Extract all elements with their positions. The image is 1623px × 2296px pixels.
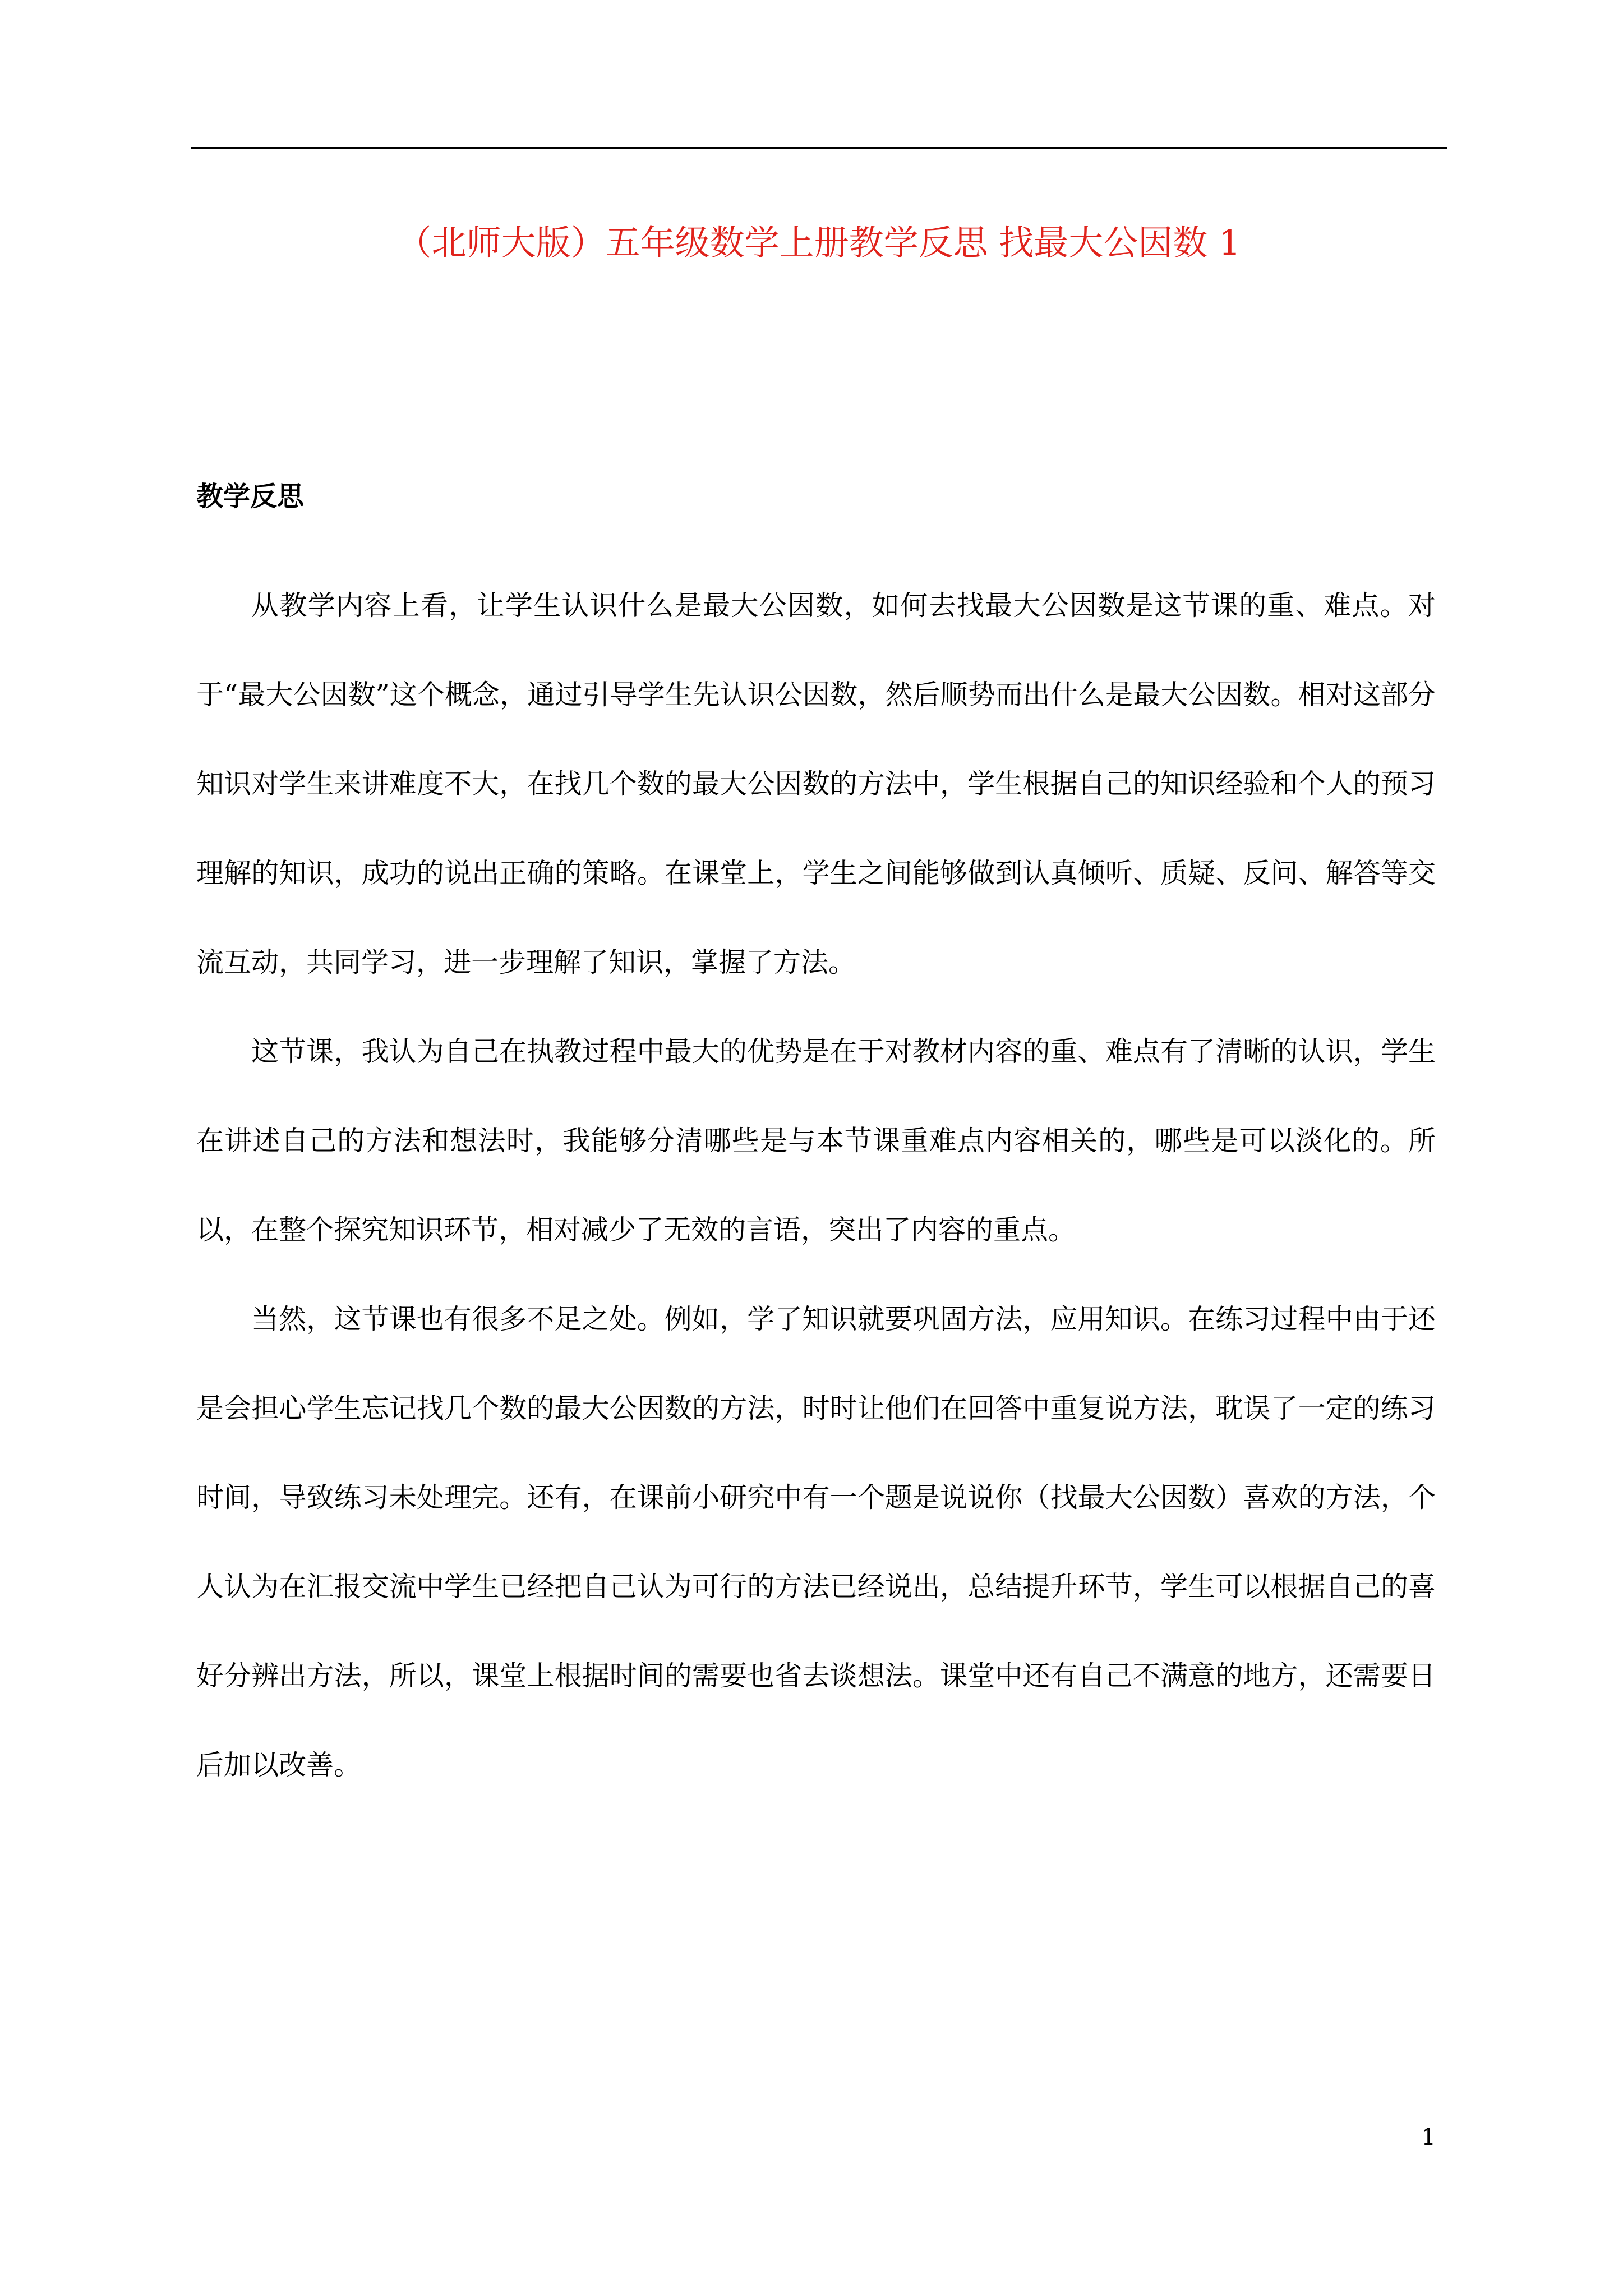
paragraph-1: 从教学内容上看，让学生认识什么是最大公因数，如何去找最大公因数是这节课的重、难点。对于“最大公因数”这个概念，通过引导学生先认识公因数，然后顺势而出什么是最大公因数。相对这部分知识对学生来讲难度不大，在找几个数的最大公因数的方法中，学生根据自己的知识经验和个人的预习理解的知识，成功的说出正确的策略。在课堂上，学生之间能够做到认真倾听、质疑、反问、解答等交流互动，共同学习，进一步理解了知识，掌握了方法。 <box>196 590 1436 978</box>
body-text <box>196 561 1436 1810</box>
paragraph-2: 这节课，我认为自己在执教过程中最大的优势是在于对教材内容的重、难点有了清晰的认识，学生在讲述自己的方法和想法时，我能够分清哪些是与本节课重难点内容相关的，哪些是可以淡化的。所以，在整个探究知识环节，相对减少了无效的言语，突出了内容的重点。 <box>196 1036 1436 1246</box>
header-rule <box>191 147 1447 149</box>
document-title: （北师大版）五年级数学上册教学反思 找最大公因数 1 <box>396 222 1241 263</box>
page-number: 1 <box>1421 2124 1436 2150</box>
paragraph-3: 当然，这节课也有很多不足之处。例如，学了知识就要巩固方法，应用知识。在练习过程中由于还是会担心学生忘记找几个数的最大公因数的方法，时时让他们在回答中重复说方法，耽误了一定的练习时间，导致练习未处理完。还有，在课前小研究中有一个题是说说你（找最大公因数）喜欢的方法，个人认为在汇报交流中学生已经把自己认为可行的方法已经说出，总结提升环节，学生可以根据自己的喜好分辨出方法，所以，课堂上根据时间的需要也省去谈想法。课堂中还有自己不满意的地方，还需要日后加以改善。 <box>196 1303 1436 1781</box>
section-heading: 教学反思 <box>196 481 305 512</box>
